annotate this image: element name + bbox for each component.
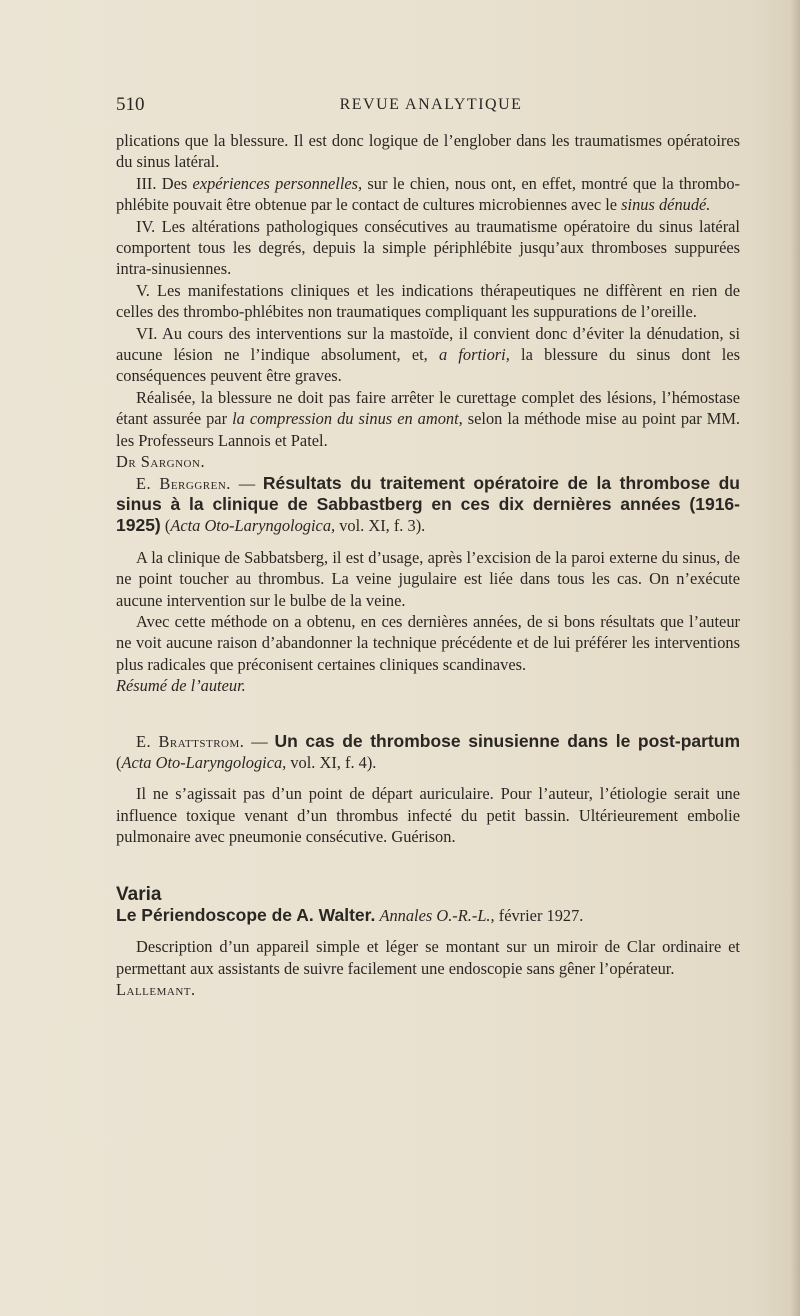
signature-sargnon: Dr Sargnon. [116, 452, 206, 472]
paragraph-realisee: Réalisée, la blessure ne doit pas faire arrêter le curettage complet des lésions, l’hémostase étant assurée par la compression du sinus en amont, selon la méthode mise au point par MM. les Professeurs Lannois et Patel. [116, 387, 741, 450]
author-name: E. Brattstrom. [136, 731, 245, 751]
page-content [116, 130, 740, 1001]
paragraph-point-4: IV. Les altérations pathologiques consécutives au traumatisme opératoire du sinus latéral comportent tous les degrés, depuis la simple périphlébite jusqu’aux thromboses suppurées intra-sinusiennes. [116, 216, 740, 279]
page-number: 510 [116, 94, 145, 115]
paragraph-berggren-2: Avec cette méthode on a obtenu, en ces dernières années, de si bons résultats que l’auteur ne voit aucune raison d’abandonner la technique précédente et de lui préférer les interventions plus radicales que préconisent certaines cliniques scandinaves. [116, 611, 740, 674]
paragraph-point-6: VI. Au cours des interventions sur la mastoïde, il convient donc d’éviter la dénudation, si aucune lésion ne l’indique absolument, et, a fortiori, la blessure du sinus dont les conséquences peuvent être graves. [116, 323, 740, 386]
journal-reference: Annales O.-R.-L., [379, 906, 495, 925]
journal-reference: Acta Oto-Laryngologica, [170, 516, 336, 536]
author-name: E. Berggren. [136, 473, 231, 493]
paragraph-continuation: plications que la blessure. Il est donc logique de l’englober dans les traumatismes opératoires du sinus latéral. [116, 131, 740, 172]
journal-title: REVUE ANALYTIQUE [339, 96, 523, 113]
paragraph-walter-1: Description d’un appareil simple et léger se montant sur un miroir de Clar ordinaire et permettant aux assistants de suivre facilement une endoscopie sans gêner l’opérateur. [116, 937, 740, 978]
signature-lallemant: Lallemant. [116, 980, 196, 1000]
paragraph-point-5: V. Les manifestations cliniques et les indications thérapeutiques ne diffèrent en rien de celles des thrombo-phlébites non traumatiques compliquant les suppurations de l’oreille. [116, 280, 740, 322]
paragraph-brattstrom-1: Il ne s’agissait pas d’un point de départ auriculaire. Pour l’auteur, l’étiologie serait une influence toxique venant d’un thrombus infecté du petit bassin. Ultérieurement embolie pulmonaire avec pneumonie consécutive. Guérison. [116, 784, 740, 847]
entry-berggren-heading: E. Berggren. — Résultats du traitement opératoire de la thrombose du sinus à la clinique de Sabbastberg en ces dix dernières années (1916-1925) (Acta Oto-Laryngologica, vol. XI, f. 3). [116, 472, 740, 536]
paragraph-point-3: III. Des expériences personnelles, sur le chien, nous ont, en effet, montré que la thrombo-phlébite pouvait être obtenue par le contact de cultures microbiennes avec le sinus dénudé. [116, 173, 740, 215]
entry-brattstrom-heading: E. Brattstrom. — Un cas de thrombose sinusienne dans le post-partum (Acta Oto-Laryngologica, vol. XI, f. 4). [116, 730, 740, 772]
page-edge-shadow [790, 0, 800, 1316]
entry-walter-heading: Le Périendoscope de A. Walter. Annales O.-R.-L., février 1927. [116, 905, 584, 925]
resume-author: Résumé de l’auteur. [116, 676, 246, 696]
article-title: Un cas de thrombose sinusienne dans le post-partum [274, 730, 740, 751]
paragraph-berggren-1: A la clinique de Sabbatsberg, il est d’usage, après l’excision de la paroi externe du sinus, de ne point toucher au thrombus. La veine jugulaire est liée dans tous les cas. On n’exécute aucune intervention sur le bulbe de la veine. [116, 547, 740, 610]
running-head [116, 94, 746, 116]
article-title: Résultats du traitement opératoire de la thrombose du sinus à la clinique de Sabbastberg en ces dix dernières années (1916-1925) [116, 472, 740, 536]
article-title: Le Périendoscope de A. Walter. [116, 905, 376, 925]
journal-reference: Acta Oto-Laryngologica, [121, 752, 287, 772]
section-heading-varia: Varia [116, 883, 162, 905]
